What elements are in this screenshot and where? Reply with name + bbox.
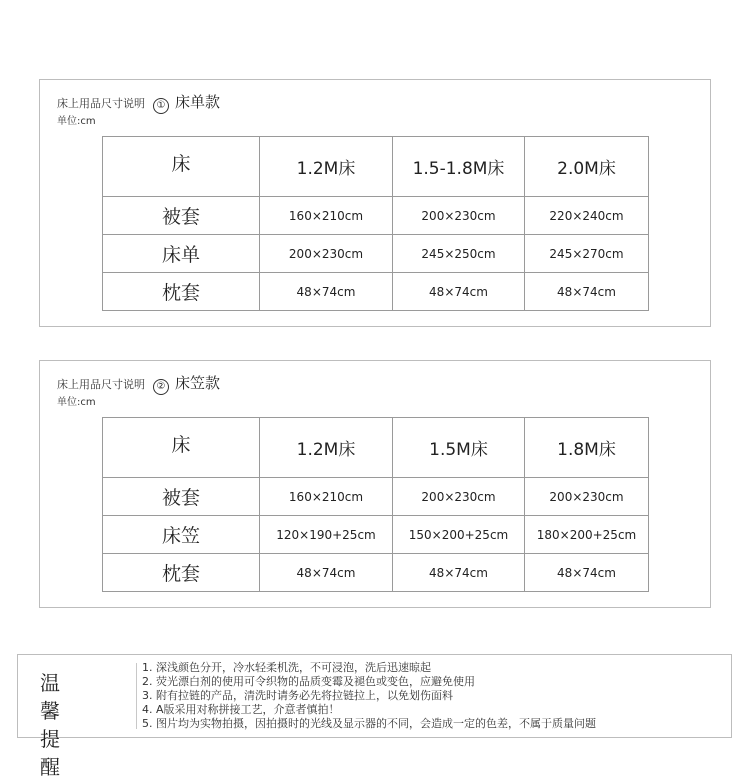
header-cell-bed: 床: [103, 418, 260, 478]
panel-style-name: 床笠款: [175, 374, 221, 392]
panel-title-lead: 床上用品尺寸说明: [57, 97, 145, 110]
table-header-row: [103, 418, 649, 478]
row-label: 被套: [103, 478, 260, 516]
notice-title: [40, 669, 90, 781]
care-notice: [17, 654, 732, 779]
notice-divider: [136, 663, 137, 729]
table-cell: 48×74cm: [393, 554, 525, 592]
table-cell: 200×230cm: [260, 235, 393, 273]
table-cell: 245×270cm: [525, 235, 649, 273]
table-header-row: [103, 137, 649, 197]
header-cell-size: 1.5M床: [393, 418, 525, 478]
panel-number-badge: ②: [153, 379, 169, 395]
table-cell: 160×210cm: [260, 197, 393, 235]
table-cell: 48×74cm: [525, 554, 649, 592]
list-item: 2. 荧光漂白剂的使用可令织物的品质变霉及褪色或变色，应避免使用: [142, 675, 475, 688]
size-panel-fitted-sheet: [39, 360, 711, 608]
table-cell: 180×200+25cm: [525, 516, 649, 554]
table-cell: 48×74cm: [260, 554, 393, 592]
list-item: 3. 附有拉链的产品，清洗时请务必先将拉链拉上，以免划伤面料: [142, 689, 453, 702]
table-row: [103, 235, 649, 273]
header-cell-size: 1.8M床: [525, 418, 649, 478]
table-row: [103, 273, 649, 311]
table-cell: 48×74cm: [525, 273, 649, 311]
table-row: [103, 516, 649, 554]
header-cell-size: 1.5-1.8M床: [393, 137, 525, 197]
header-cell-size: 1.2M床: [260, 418, 393, 478]
header-cell-bed: 床: [103, 137, 260, 197]
unit-label: 单位:cm: [57, 116, 96, 127]
table-cell: 48×74cm: [260, 273, 393, 311]
table-cell: 245×250cm: [393, 235, 525, 273]
table-cell: 200×230cm: [393, 197, 525, 235]
notice-title-line: 温 馨: [40, 671, 62, 723]
list-item: 1. 深浅颜色分开，冷水轻柔机洗，不可浸泡，洗后迅速晾起: [142, 661, 431, 674]
table-row: [103, 197, 649, 235]
panel-number-badge: ①: [153, 98, 169, 114]
notice-list: [142, 661, 596, 731]
list-item: 4. A版采用对称拼接工艺，介意者慎拍！: [142, 703, 340, 716]
row-label: 枕套: [103, 273, 260, 311]
row-label: 床笠: [103, 516, 260, 554]
header-cell-size: 1.2M床: [260, 137, 393, 197]
notice-title-line: 提 醒: [40, 727, 62, 779]
panel-title: [57, 91, 220, 113]
table-cell: 48×74cm: [393, 273, 525, 311]
panel-title: [57, 372, 220, 394]
size-table: [102, 136, 649, 311]
table-cell: 150×200+25cm: [393, 516, 525, 554]
header-cell-size: 2.0M床: [525, 137, 649, 197]
table-cell: 220×240cm: [525, 197, 649, 235]
table-cell: 120×190+25cm: [260, 516, 393, 554]
table-cell: 200×230cm: [525, 478, 649, 516]
list-item: 5. 图片均为实物拍摄，因拍摄时的光线及显示器的不同，会造成一定的色差，不属于质量问题: [142, 717, 596, 730]
size-table: [102, 417, 649, 592]
row-label: 床单: [103, 235, 260, 273]
panel-style-name: 床单款: [175, 93, 221, 111]
table-row: [103, 478, 649, 516]
row-label: 被套: [103, 197, 260, 235]
table-cell: 160×210cm: [260, 478, 393, 516]
row-label: 枕套: [103, 554, 260, 592]
table-row: [103, 554, 649, 592]
unit-label: 单位:cm: [57, 397, 96, 408]
panel-title-lead: 床上用品尺寸说明: [57, 378, 145, 391]
table-cell: 200×230cm: [393, 478, 525, 516]
size-panel-flat-sheet: [39, 79, 711, 327]
